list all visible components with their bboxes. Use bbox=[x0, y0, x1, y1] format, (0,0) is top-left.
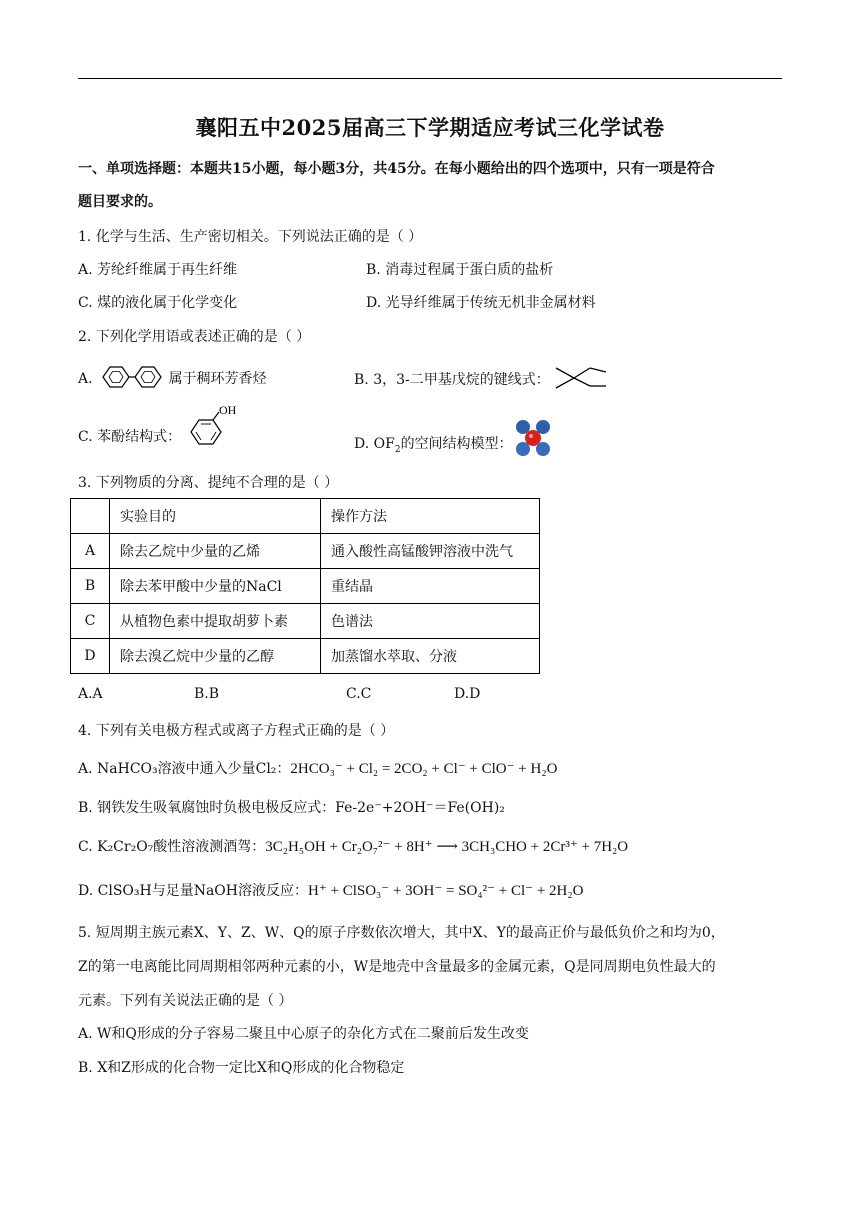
q2-option-c-text: C. 苯酚结构式： bbox=[78, 429, 182, 445]
dimethylpentane-skeletal-icon bbox=[550, 364, 610, 396]
q4-option-a-equation: 2HCO₃⁻ + Cl₂ = 2CO₂ + Cl⁻ + ClO⁻ + H₂O bbox=[290, 761, 558, 777]
table-header-row bbox=[71, 499, 540, 534]
header-rule bbox=[78, 78, 782, 79]
q2-option-a bbox=[78, 362, 267, 396]
q4-option-c bbox=[78, 836, 628, 856]
q2-option-d-rest: 的空间结构模型： bbox=[400, 436, 513, 452]
table-cell: B bbox=[71, 569, 110, 604]
table-row bbox=[71, 569, 540, 604]
q4-option-d-equation: H⁺ + ClSO₃⁻ + 3OH⁻ = SO₄²⁻ + Cl⁻ + 2H₂O bbox=[308, 883, 584, 899]
phenol-structure-icon bbox=[181, 404, 243, 454]
table-row bbox=[71, 604, 540, 639]
section-instructions-line1: 一、单项选择题：本题共15小题，每小题3分，共45分。在每小题给出的四个选项中，只有一项是符合 bbox=[78, 161, 715, 177]
q2-option-d bbox=[354, 422, 553, 466]
biphenyl-structure-icon bbox=[93, 362, 169, 396]
table-cell: 加蒸馏水萃取、分液 bbox=[321, 639, 540, 674]
q2-option-c bbox=[78, 404, 243, 462]
q2-option-d-subscript: 2 bbox=[394, 444, 401, 455]
q1-option-d: D. 光导纤维属于传统无机非金属材料 bbox=[366, 295, 596, 311]
q4-option-a-label: A. NaHCO₃溶液中通入少量Cl₂： bbox=[78, 761, 291, 777]
q4-option-c-label: C. K₂Cr₂O₇酸性溶液测酒驾： bbox=[78, 839, 266, 855]
table-cell: D bbox=[71, 639, 110, 674]
q3-stem: 3. 下列物质的分离、提纯不合理的是（ ） bbox=[78, 475, 339, 491]
table-cell: 除去乙烷中少量的乙烯 bbox=[110, 534, 321, 569]
q3-table bbox=[70, 498, 540, 674]
q2-option-b-text: B. 3，3-二甲基戊烷的键线式： bbox=[354, 372, 550, 388]
q2-stem: 2. 下列化学用语或表述正确的是（ ） bbox=[78, 329, 311, 345]
q3-choice-b: B.B bbox=[194, 686, 220, 702]
q5-stem-line1: 5. 短周期主族元素X、Y、Z、W、Q的原子序数依次增大，其中X、Y的最高正价与最低负价之和均为0， bbox=[78, 925, 725, 941]
table-cell: 通入酸性高锰酸钾溶液中洗气 bbox=[321, 534, 540, 569]
q1-stem: 1. 化学与生活、生产密切相关。下列说法正确的是（ ） bbox=[78, 229, 423, 245]
q1-option-a: A. 芳纶纤维属于再生纤维 bbox=[78, 262, 238, 278]
q5-stem-line2: Z的第一电离能比同周期相邻两种元素的小，W是地壳中含量最多的金属元素，Q是同周期电负性最大的 bbox=[78, 959, 716, 975]
q2-option-d-text: D. OF bbox=[354, 436, 395, 452]
q5-option-b: B. X和Z形成的化合物一定比X和Q形成的化合物稳定 bbox=[78, 1060, 405, 1076]
phenol-oh-label: OH bbox=[219, 404, 237, 417]
table-cell: 色谱法 bbox=[321, 604, 540, 639]
q4-option-b: B. 钢铁发生吸氧腐蚀时负极电极反应式：Fe-2e⁻+2OH⁻＝Fe(OH)₂ bbox=[78, 800, 505, 816]
page-title: 襄阳五中2025届高三下学期适应考试三化学试卷 bbox=[195, 115, 665, 140]
q4-option-a bbox=[78, 758, 557, 778]
q1-option-c: C. 煤的液化属于化学变化 bbox=[78, 295, 238, 311]
table-cell: A bbox=[71, 534, 110, 569]
q2-option-a-text: 属于稠环芳香烃 bbox=[168, 371, 267, 387]
q4-option-c-equation: 3C₂H₅OH + Cr₂O₇²⁻ + 8H⁺ ⟶ 3CH₃CHO + 2Cr³⁺ + 7H₂O bbox=[265, 839, 629, 855]
of2-space-filling-model-icon bbox=[513, 418, 553, 462]
table-header-cell bbox=[71, 499, 110, 534]
table-header-cell: 操作方法 bbox=[321, 499, 540, 534]
table-cell: 除去苯甲酸中少量的NaCl bbox=[110, 569, 321, 604]
q4-option-d-label: D. ClSO₃H与足量NaOH溶液反应： bbox=[78, 883, 308, 899]
section-instructions-line2: 题目要求的。 bbox=[78, 194, 162, 210]
q4-option-d bbox=[78, 880, 583, 900]
q5-stem-line3: 元素。下列有关说法正确的是（ ） bbox=[78, 993, 293, 1009]
q2-option-a-prefix: A. bbox=[78, 371, 93, 387]
q5-option-a: A. W和Q形成的分子容易二聚且中心原子的杂化方式在二聚前后发生改变 bbox=[78, 1026, 529, 1042]
table-cell: 重结晶 bbox=[321, 569, 540, 604]
q1-option-b: B. 消毒过程属于蛋白质的盐析 bbox=[366, 262, 554, 278]
table-cell: 除去溴乙烷中少量的乙醇 bbox=[110, 639, 321, 674]
q3-choice-a: A.A bbox=[78, 686, 103, 702]
q2-option-b bbox=[354, 364, 610, 396]
table-row bbox=[71, 534, 540, 569]
table-row bbox=[71, 639, 540, 674]
table-cell: C bbox=[71, 604, 110, 639]
table-cell: 从植物色素中提取胡萝卜素 bbox=[110, 604, 321, 639]
q3-choice-d: D.D bbox=[454, 686, 481, 702]
table-header-cell: 实验目的 bbox=[110, 499, 321, 534]
q3-choice-c: C.C bbox=[346, 686, 372, 702]
q4-stem: 4. 下列有关电极方程式或离子方程式正确的是（ ） bbox=[78, 723, 395, 739]
